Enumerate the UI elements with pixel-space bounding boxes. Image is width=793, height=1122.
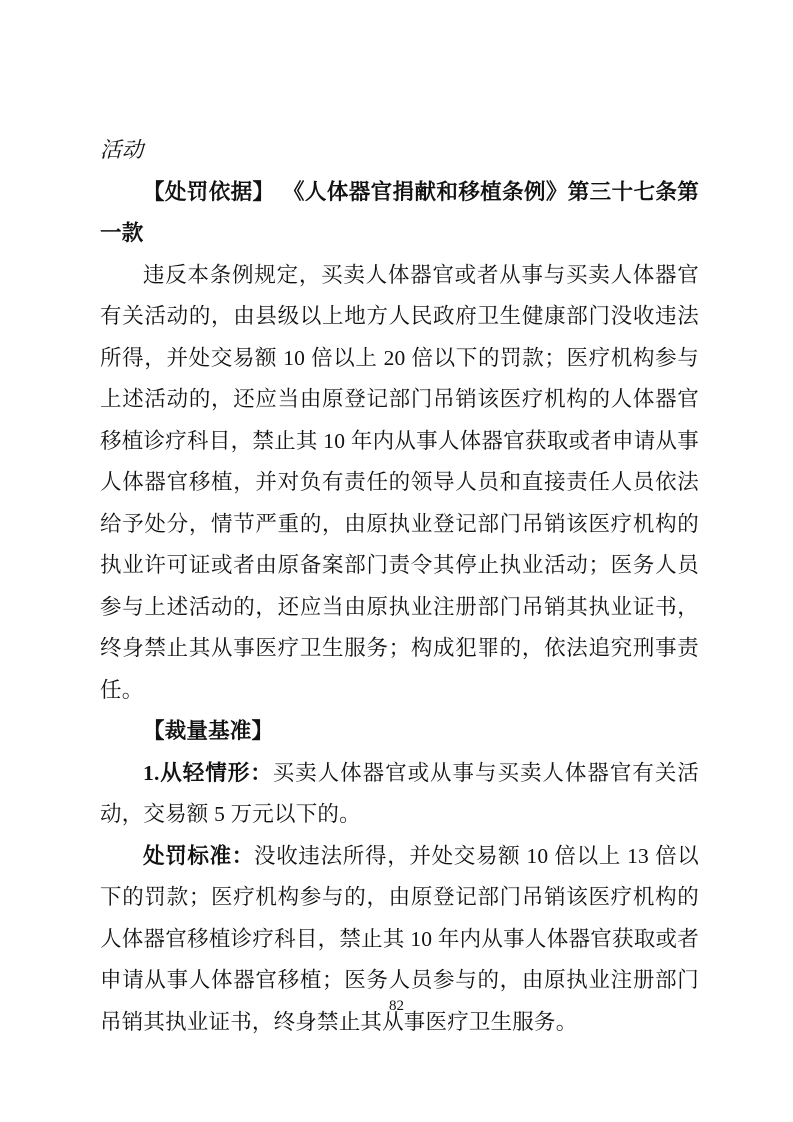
penalty-basis-label: 【处罚依据】 [143,179,275,204]
paragraph-mitigating-circumstance [100,753,699,836]
mitigating-circumstance-text: 买卖人体器官或从事与买卖人体器官有关活动，交易额 5 万元以下的。 [100,760,699,826]
heading-discretion-standard [100,711,699,753]
discretion-standard-text: 【裁量基准】 [143,719,274,743]
paragraph-continuation [100,130,699,172]
page-number: 82 [389,998,404,1014]
heading-penalty-basis [100,172,699,255]
mitigating-circumstance-label: 1.从轻情形： [143,760,273,785]
penalty-basis-citation: 《人体器官捐献和移植条例》第三十七条第一款 [100,179,700,245]
penalty-standard-label: 处罚标准： [143,843,254,868]
regulation-text: 违反本条例规定，买卖人体器官或者从事与买卖人体器官有关活动的，由县级以上地方人民政府卫生健康部门没收违法所得，并处交易额 10 倍以上 20 倍以下的罚款；医疗机构参与上述活动的，还应当由原登记部门吊销该医疗机构的人体器官移植诊疗科目，禁止其 10 年内从事人体器官获取或者申请从事人体器官移植，并对负有责任的领导人员和直接责任人员依法给予处分，情节严重的，由原执业登记部门吊销该医疗机构的执业许可证或者由原备案部门责令其停止执业活动；医务人员参与上述活动的，还应当由原执业注册部门吊销其执业证书，终身禁止其从事医疗卫生服务；构成犯罪的，依法追究刑事责任。 [100,262,699,702]
continuation-text: 活动 [100,138,144,162]
document-body [100,130,699,1043]
page-footer [0,996,793,1016]
paragraph-regulation [100,255,699,712]
penalty-standard-text: 没收违法所得，并处交易额 10 倍以上 13 倍以下的罚款；医疗机构参与的，由原登记部门吊销该医疗机构的人体器官移植诊疗科目，禁止其 10 年内从事人体器官获取或者申请从事人体器官移植；医务人员参与的，由原执业注册部门吊销其执业证书，终身禁止其从事医疗卫生服务。 [100,843,699,1034]
